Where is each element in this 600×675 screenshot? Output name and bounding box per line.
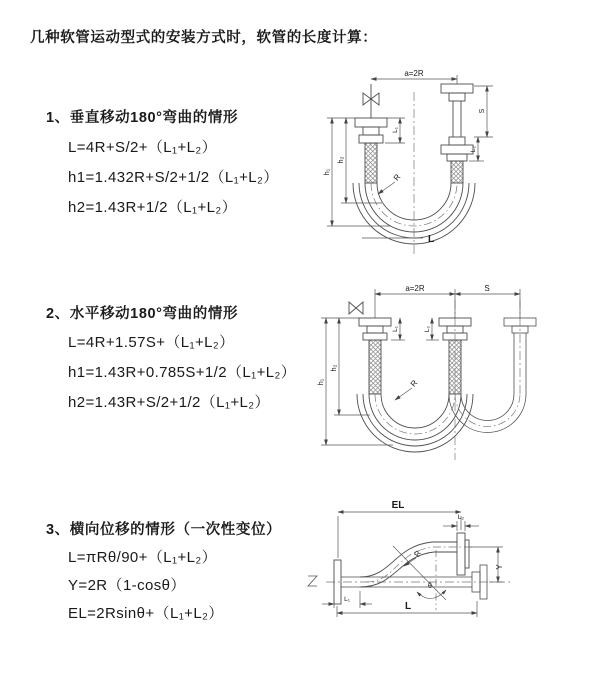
dim-label-l1: L₁ — [392, 326, 399, 332]
dim-label-h2: h₂ — [336, 156, 345, 164]
section-3-formula-L: L=πRθ/90+（L₁+L₂） — [68, 549, 217, 566]
dim-label-el: EL — [391, 500, 405, 511]
section-1-formula-h2: h2=1.43R+1/2（L₁+L₂） — [68, 199, 238, 216]
dim-label-l2: L₂ — [424, 325, 431, 333]
braided-hose-section — [369, 340, 381, 394]
dim-label-span: a=2R — [405, 284, 425, 293]
diagram-horizontal-180-bend — [308, 282, 598, 467]
braided-hose-section — [451, 161, 463, 183]
left-pipe-fitting — [355, 84, 387, 183]
dim-label-l2: L₂ — [470, 145, 477, 153]
u-hose-arcs-solid — [357, 394, 473, 452]
dimension-lines — [327, 75, 493, 238]
radius-label: R — [408, 378, 420, 389]
length-label: L — [428, 234, 435, 245]
section-3-formula-EL: EL=2Rsinθ+（L₁+L₂） — [68, 605, 224, 622]
page-title: 几种软管运动型式的安装方式时，软管的长度计算： — [30, 30, 378, 46]
dim-label-span: a=2R — [404, 69, 424, 78]
section-2-formula-L: L=4R+1.57S+（L₁+L₂） — [68, 334, 235, 351]
braided-hose-section — [365, 143, 377, 183]
diagram-vertical-180-bend — [312, 68, 589, 264]
section-1-formula-h1: h1=1.432R+S/2+1/2（L₁+L₂） — [68, 169, 279, 186]
break-mark — [308, 576, 317, 586]
dim-label-h1: h₁ — [322, 168, 331, 176]
dim-label-l1: L₁ — [344, 596, 350, 603]
diagram-lateral-displacement — [296, 496, 596, 654]
dim-label-s: S — [484, 284, 490, 293]
section-1-heading: 1、垂直移动180°弯曲的情形 — [46, 110, 239, 126]
section-3-heading: 3、横向位移的情形（一次性变位） — [46, 522, 282, 538]
upper-right-flange — [457, 533, 469, 575]
section-2-heading: 2、水平移动180°弯曲的情形 — [46, 306, 239, 322]
section-2-formula-h1: h1=1.43R+0.785S+1/2（L₁+L₂） — [68, 364, 297, 381]
dim-label-h1: h₁ — [316, 378, 325, 386]
dim-label-h2: h₂ — [329, 364, 338, 372]
angle-label: θ — [428, 583, 432, 590]
right-pipe-fitting — [441, 84, 473, 183]
valve-icon — [349, 302, 363, 314]
dim-label-l: L — [404, 601, 412, 612]
dim-label-y: Y — [495, 564, 504, 570]
left-pipe-fitting — [359, 318, 391, 394]
section-3-formula-Y: Y=2R（1-cosθ） — [68, 577, 186, 594]
dim-label-l1: L₁ — [392, 127, 399, 133]
braided-hose-section — [449, 340, 461, 394]
dim-label-s: S — [479, 108, 486, 114]
radius-label: R — [391, 172, 403, 183]
section-1-formula-L: L=4R+S/2+（L₁+L₂） — [68, 139, 218, 156]
section-2-formula-h2: h2=1.43R+S/2+1/2（L₁+L₂） — [68, 394, 270, 411]
dim-label-l2: L₂ — [457, 514, 465, 521]
radius-label: R — [412, 548, 424, 559]
